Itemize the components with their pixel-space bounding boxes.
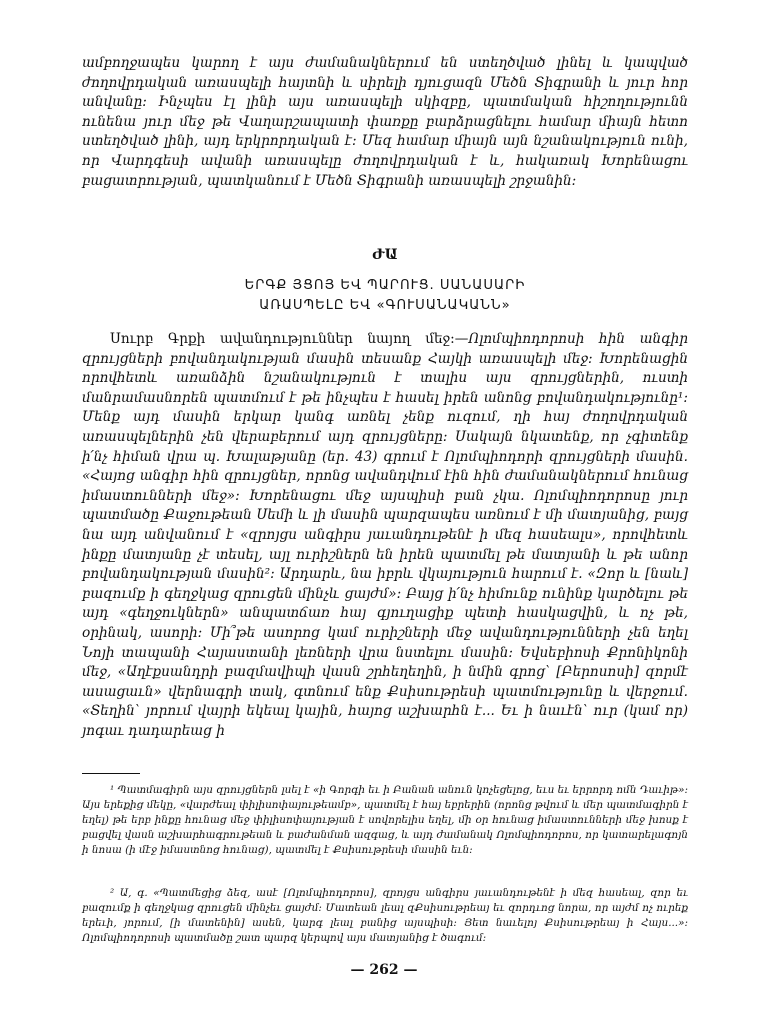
paragraph-main xyxy=(82,330,688,741)
chapter-title-line-1: ԵՐԳՔ ՅՑՈՅ ԵՎ ՊԱՐՈՒՑ. ՍԱՆԱՍԱՐԻ xyxy=(244,278,526,293)
chapter-title-line-2: ԱՌԱՍՊԵԼԸ ԵՎ «ԳՈՒՍԱՆԱԿԱՆՆ» xyxy=(259,297,511,313)
page-number: — 262 — xyxy=(350,962,418,978)
paragraph-top: ամբողջապես կարող է այս ժամանակներում են ստեղծված լինել և կապված ժողովրդական առասպելի հայտնի և սիրելի դյուցազն Մեծն Տիգրանի և յուր հոր անվանը։ Ինչպես էլ լինի այս առասպելի սկիզբը, պատմական հիշողությունն ունենա յուր մեջ թե Վաղարշապատի փառքը բարձրացնելու համար միայն հետո ստեղծված լինի, այդ երկրորդական է։ Մեզ համար միայն այն նշանակություն ունի, որ Վարդգեսի ավանի առասպելը ժողովրդական է և, հակառակ Խորենացու բացատրության, պատկանում է Մեծն Տիգրանի առասպելի շրջանին։ xyxy=(82,55,688,189)
footnote-2: ² Ա, գ. «Պատմեցից ձեզ, ասէ [Ոլոմպիոդորոս], զրոյցս անգիրս յաւանդութենէ ի մեզ հասեալ, զոր եւ բազումք ի գեղջկաց զրուցեն մինչեւ ցայժմ։ Մատեան լեալ զՔսիսութրեայ եւ զորդւոց նորա, որ այժմ ոչ ուրեք երեւի, յորում, [ի մատենին] ասեն, կարգ լեալ բանից այսպիսի։ Յետ նաւելոյ Քսիսութրեայ ի Հայս...»։ Ոլոմպիոդորոսի պատմածը շատ պարզ կերպով այս մատյանից է ծագում։ xyxy=(82,887,688,944)
chapter-number: ԺԱ xyxy=(372,247,398,263)
paragraph-main-body: Ոլոմպիոդորոսի հին անգիր զրույցների բովանդակության մասին տեսանք Հայկի առասպելի մեջ։ Խորենացին որովհետև առանձին նշանակություն է տալիս այս զրույցներին, ուստի մանրամասնորեն պատմում է թե ինչպես է հասել իրեն անոնց բովանդակությունը¹։ Մենք այդ մասին երկար կանգ առնել չենք ուզում, ղի հայ ժողովրդական առասպելներին չեն վերաբերում այդ զրույցները։ Սակայն նկատենք, որ չգիտենք ի՛նչ հիման վրա պ. Խալաթյանը (եր. 43) գրում է Ոլոմպիոդորի զրույցների մասին. «Հայոց անգիր հին զրույցներ, որոնց ավանդվում էին հին ժամանակներում հունաց իմաստունների մեջ»։ Խորենացու մեջ այսպիսի բան չկա. Ոլոմպիոդորոսը յուր պատմածը Քաջութեան Սեմի և լի մասին պարզապես առնում է մի մատյանից, բայց նա այդ անվանում է «զրոյցս անգիրս յաւանդութենէ ի մեզ հասեալս», որովհետև ինքը մատյանը չէ տեսել, այլ ուրիշներն են իրեն պատմել թե մատյանի և թե անոր բովանդակության մասին²։ Արդարև, նա իբրև վկայություն հարում է. «Զոր և [նաև] բազումք ի գեղջկաց զրուցեն մինչև ցայժմ»։ Բայց ի՛նչ հիմունք ունինք կարծելու թե այդ «գեղջուկներն» անպատճառ հայ գյուղացիք պետի հասկացվին, և ոչ թե, օրինակ, ասորի։ Մի՞թե ասորոց կամ ուրիշների մեջ ավանդությունների չեն եղել Նոյի տապանի Հայաստանի լեռների վրա նստելու մասին։ Եվսեբիոսի Քրոնիկոնի մեջ, «Աղէքսանդրի բազմավիպի վասն շրհեղեղին, ի նմին գրոց՝ [Բերոսոսի] զորմէ ասացաւն» վերնագրի տակ, գտնում ենք Քսիսութրեսի պատմությունը և վերջում. «Տեղին՝ յորում վայրի եկեալ կային, հայոց աշխարհն է... Եւ ի նաւէն՝ ուր (կամ որ) յոգաւ դադարեաց ի xyxy=(82,331,688,739)
footnote-separator xyxy=(82,773,140,774)
chapter-title xyxy=(82,276,688,316)
footnote-1: ¹ Պատմագիրն այս զրույցներն լսել է «ի Գորգի եւ ի Բանան անուն կոչեցելոց, եւս եւ երրորդ ոմն Դաւիթ»։ Այս երեքից մեկը, «վարժեալ փիլիսոփայութեամբ», պատմել է հայ եբրերին (որոնց թվում և մեր պատմագիրն է եղել) թե երբ ինքը հունաց մեջ փիլիսոփայության է սովորելիս եղել, մի օր հունաց իմաստունների մեջ խոսք է բացվել վասն աշխարհագրութեան և բաժանման ազգաց, և այդ ժամանակ Ոլոմպիոդորոս, որ կատարելագոյն ի նոսա (ի մէջ իմաստնոց հունաց), պատմել է Քսիսութրեսի մասին եւն։ xyxy=(82,784,688,856)
paragraph-main-lead: Սուրբ Գրքի ավանդություններ նայող մեջ։— xyxy=(110,331,469,347)
